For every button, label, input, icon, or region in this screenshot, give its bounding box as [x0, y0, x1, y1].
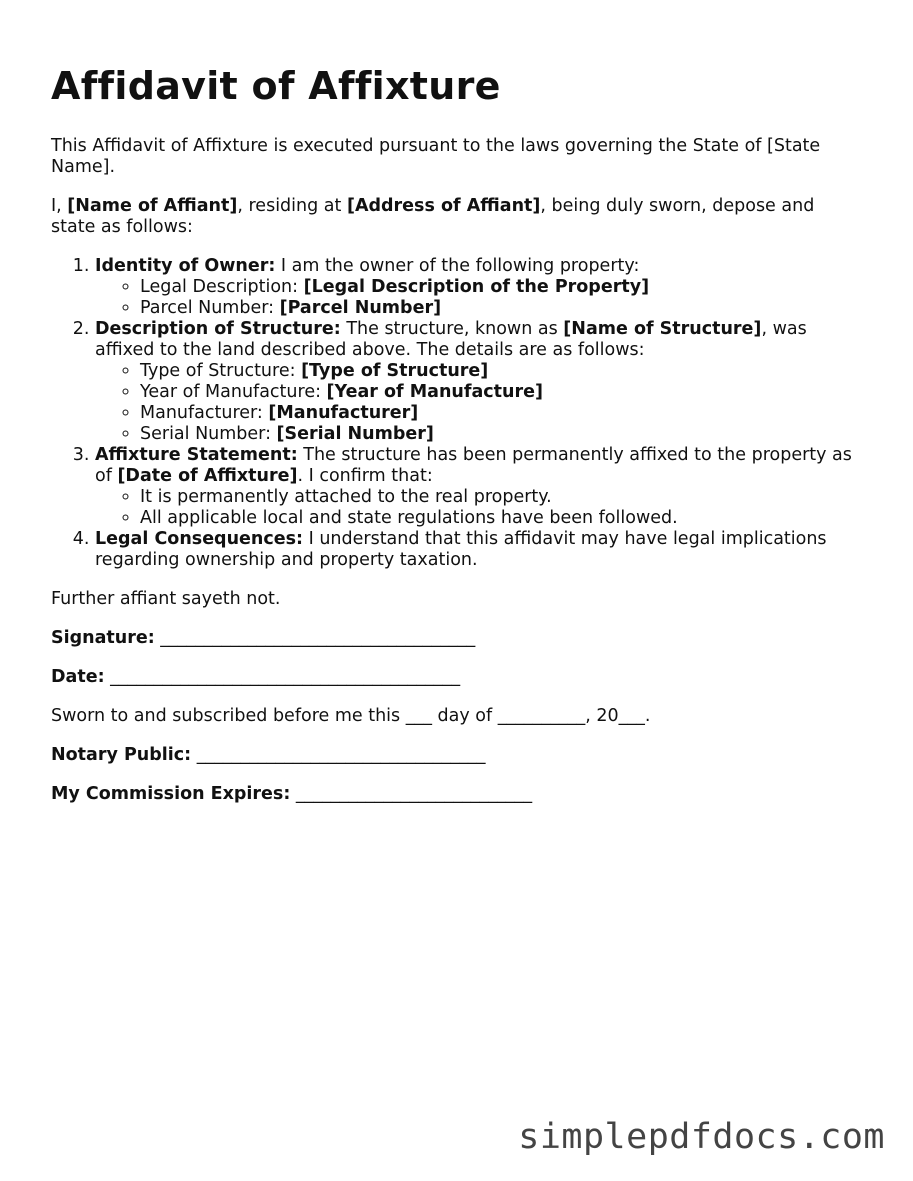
- item-text: , was affixed to the land described above. The details are as follows:: [95, 319, 807, 360]
- sub-list-item: [140, 298, 861, 319]
- sub-list-item: ◦ All applicable local and state regulations have been followed.: [140, 508, 861, 529]
- page-title: Affidavit of Affixture: [51, 64, 501, 108]
- oath-suffix: , being duly sworn, depose and state as follows:: [51, 196, 815, 237]
- sub-list-item: [140, 403, 861, 424]
- statement-list: [51, 256, 861, 571]
- sub-list-item: ◦ It is permanently attached to the real property.: [140, 487, 861, 508]
- item-heading: Legal Consequences:: [95, 529, 304, 549]
- sub-item-placeholder: [Serial Number]: [276, 424, 434, 444]
- sub-item-label: Legal Description:: [140, 277, 304, 297]
- sub-item-label: Parcel Number:: [140, 298, 280, 318]
- notary-label: Notary Public:: [51, 745, 192, 765]
- intro-paragraph: This Affidavit of Affixture is executed pursuant to the laws governing the State of [State Name].: [51, 136, 821, 177]
- oath-prefix: I,: [51, 196, 68, 216]
- notary-line[interactable]: _________________________________: [191, 745, 486, 765]
- oath-paragraph: [51, 196, 861, 238]
- commission-field[interactable]: [51, 784, 861, 805]
- sub-list-item: [140, 277, 861, 298]
- structure-name-placeholder: [Name of Structure]: [563, 319, 762, 339]
- closing-statement: Further affiant sayeth not.: [51, 589, 281, 609]
- sub-list: [95, 487, 861, 529]
- sworn-statement[interactable]: Sworn to and subscribed before me this ___ day of __________, 20___.: [51, 706, 651, 726]
- item-text: . I confirm that:: [297, 466, 433, 486]
- sub-list-item: [140, 361, 861, 382]
- sub-item-placeholder: [Manufacturer]: [268, 403, 419, 423]
- sub-list: [95, 277, 861, 319]
- list-item-description-of-structure: [95, 319, 861, 445]
- signature-line[interactable]: ____________________________________: [154, 628, 476, 648]
- item-text: I understand that this affidavit may have legal implications regarding ownership and property taxation.: [95, 529, 827, 570]
- oath-middle: , residing at: [237, 196, 347, 216]
- item-text: I am the owner of the following property:: [275, 256, 640, 276]
- sub-item-placeholder: [Year of Manufacture]: [326, 382, 543, 402]
- item-heading: Identity of Owner:: [95, 256, 276, 276]
- sub-list: [95, 361, 861, 445]
- item-heading: Description of Structure:: [95, 319, 341, 339]
- sub-item-label: Type of Structure:: [140, 361, 302, 381]
- item-heading: Affixture Statement:: [95, 445, 298, 465]
- notary-field[interactable]: [51, 745, 861, 766]
- date-label: Date:: [51, 667, 105, 687]
- date-line[interactable]: ________________________________________: [104, 667, 461, 687]
- list-item-legal-consequences: [95, 529, 861, 571]
- affiant-name-placeholder: [Name of Affiant]: [67, 196, 238, 216]
- sub-list-item: [140, 424, 861, 445]
- sub-item-label: Year of Manufacture:: [140, 382, 327, 402]
- commission-label: My Commission Expires:: [51, 784, 291, 804]
- sub-item-placeholder: [Legal Description of the Property]: [303, 277, 650, 297]
- sub-item-label: Manufacturer:: [140, 403, 269, 423]
- affixture-date-placeholder: [Date of Affixture]: [117, 466, 298, 486]
- sub-item-label: Serial Number:: [140, 424, 277, 444]
- item-text: The structure has been permanently affixed to the property as of: [95, 445, 852, 486]
- item-text: The structure, known as: [340, 319, 564, 339]
- list-item-identity-of-owner: [95, 256, 861, 319]
- sub-item-placeholder: [Parcel Number]: [279, 298, 442, 318]
- affiant-address-placeholder: [Address of Affiant]: [346, 196, 541, 216]
- list-item-affixture-statement: [95, 445, 861, 529]
- sub-item-placeholder: [Type of Structure]: [301, 361, 489, 381]
- document-page: [51, 62, 861, 823]
- signature-field[interactable]: [51, 628, 861, 649]
- sub-list-item: [140, 382, 861, 403]
- watermark-text: simplepdfdocs.com: [518, 1117, 885, 1157]
- date-field[interactable]: [51, 667, 861, 688]
- commission-line[interactable]: ___________________________: [290, 784, 533, 804]
- signature-label: Signature:: [51, 628, 155, 648]
